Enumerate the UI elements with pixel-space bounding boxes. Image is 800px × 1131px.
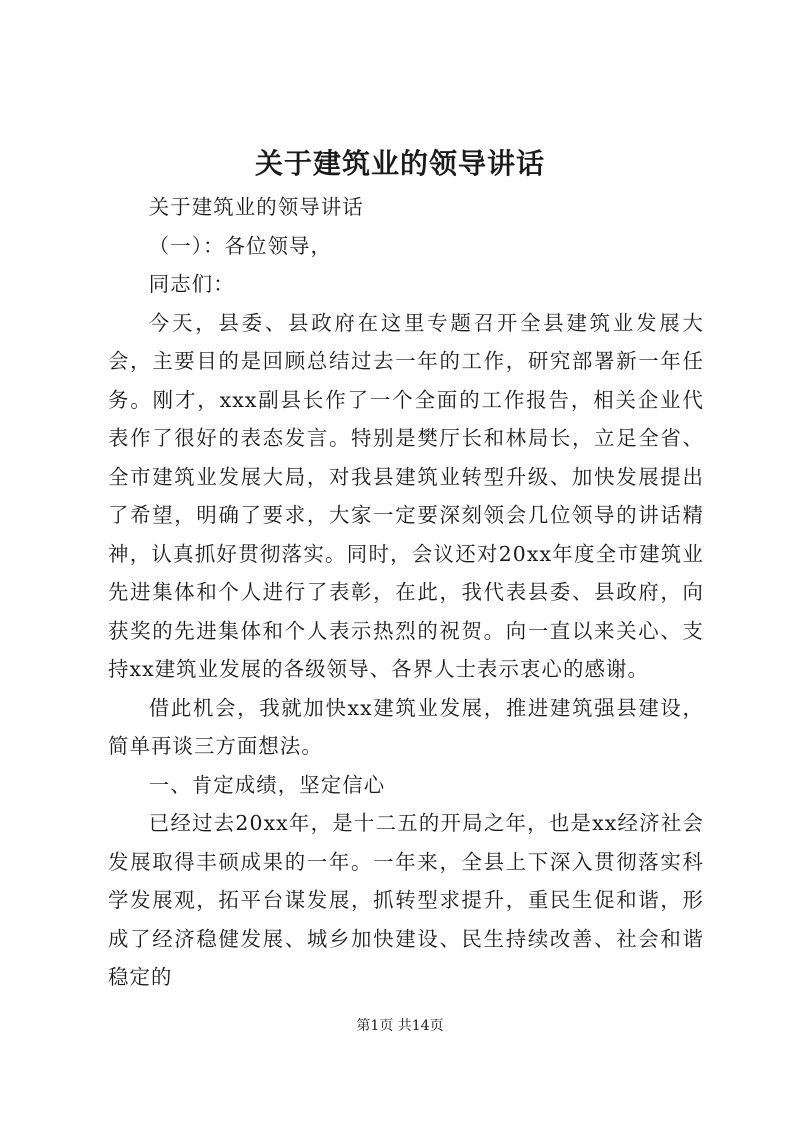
paragraph: （一）：各位领导，	[148, 233, 333, 258]
page-footer: 第1页 共14页	[356, 1018, 444, 1034]
paragraph: 关于建筑业的领导讲话	[148, 195, 364, 219]
section-heading: 一、肯定成绩，坚定信心	[148, 772, 386, 797]
document-title: 关于建筑业的领导讲话	[254, 147, 545, 180]
paragraph: 借此机会，我就加快xx建筑业发展，推进建筑强县建设，简单再谈三方面想法。	[108, 695, 704, 758]
paragraph: 同志们：	[148, 272, 235, 296]
paragraph: 今天，县委、县政府在这里专题召开全县建筑业发展大会，主要目的是回顾总结过去一年的工作，研究部署新一年任务。刚才，xxx副县长作了一个全面的工作报告，相关企业代表作了很好的表态发言。特别是樊厅长和林局长，立足全省、全市建筑业发展大局，对我县建筑业转型升级、加快发展提出了希望，明确了要求，大家一定要深刻领会几位领导的讲话精神，认真抓好贯彻落实。同时，会议还对20xx年度全市建筑业先进集体和个人进行了表彰，在此，我代表县委、县政府，向获奖的先进集体和个人表示热烈的祝贺。向一直以来关心、支持xx建筑业发展的各级领导、各界人士表示衷心的感谢。	[108, 310, 704, 681]
paragraph: 已经过去20xx年，是十二五的开局之年，也是xx经济社会发展取得丰硕成果的一年。一年来，全县上下深入贯彻落实科学发展观，拓平台谋发展，抓转型求提升，重民生促和谐，形成了经济稳健发展、城乡加快建设、民生持续改善、社会和谐稳定的	[108, 811, 704, 989]
document-body	[108, 188, 704, 997]
